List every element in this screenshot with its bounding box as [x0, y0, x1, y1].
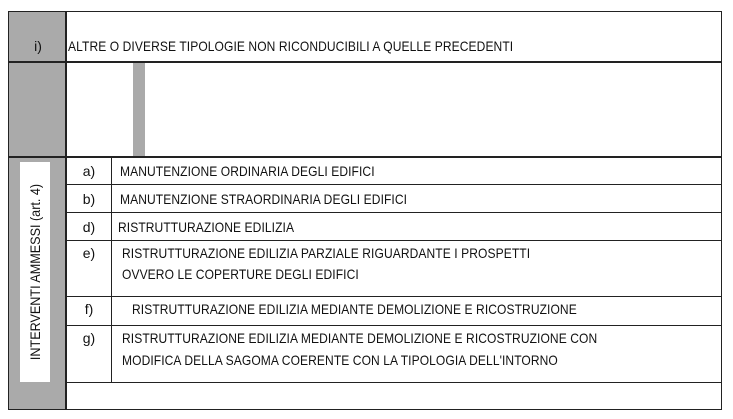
row-a-letter: a) — [82, 163, 96, 179]
rule — [66, 212, 722, 213]
rule — [66, 325, 722, 326]
rule — [66, 184, 722, 185]
rule — [66, 296, 722, 297]
rule — [65, 11, 67, 410]
row-g-text-line-1: RISTRUTTURAZIONE EDILIZIA MEDIANTE DEMOLIZIONE E RICOSTRUZIONE CON — [122, 330, 598, 346]
rule — [66, 240, 722, 241]
side-label-box — [20, 162, 50, 382]
row-e-text-line-2: OVVERO LE COPERTURE DEGLI EDIFICI — [122, 266, 359, 282]
row-g-letter: g) — [82, 330, 96, 346]
row-i-text: ALTRE O DIVERSE TIPOLOGIE NON RICONDUCIBILI A QUELLE PRECEDENTI — [68, 38, 514, 54]
row-b-letter: b) — [82, 191, 96, 207]
row-g-text-line-2: MODIFICA DELLA SAGOMA COERENTE CON LA TIPOLOGIA DELL'INTORNO — [122, 352, 558, 368]
rule — [8, 61, 722, 63]
rule — [111, 156, 112, 382]
rule — [8, 156, 722, 158]
row-d-letter: d) — [82, 219, 96, 235]
row-a-text: MANUTENZIONE ORDINARIA DEGLI EDIFICI — [120, 163, 375, 179]
row-f-text: RISTRUTTURAZIONE EDILIZIA MEDIANTE DEMOLIZIONE E RICOSTRUZIONE — [132, 301, 577, 317]
row-e-letter: e) — [82, 245, 96, 261]
row-d-text: RISTRUTTURAZIONE EDILIZIA — [118, 219, 295, 235]
row-b-text: MANUTENZIONE STRAORDINARIA DEGLI EDIFICI — [120, 191, 408, 207]
row-f-letter: f) — [84, 301, 94, 317]
side-label: INTERVENTI AMMESSI (art. 4) — [27, 183, 43, 361]
row-i-letter: i) — [34, 38, 42, 54]
rule — [66, 382, 722, 383]
row-e-text-line-1: RISTRUTTURAZIONE EDILIZIA PARZIALE RIGUARDANTE I PROSPETTI — [122, 245, 531, 261]
